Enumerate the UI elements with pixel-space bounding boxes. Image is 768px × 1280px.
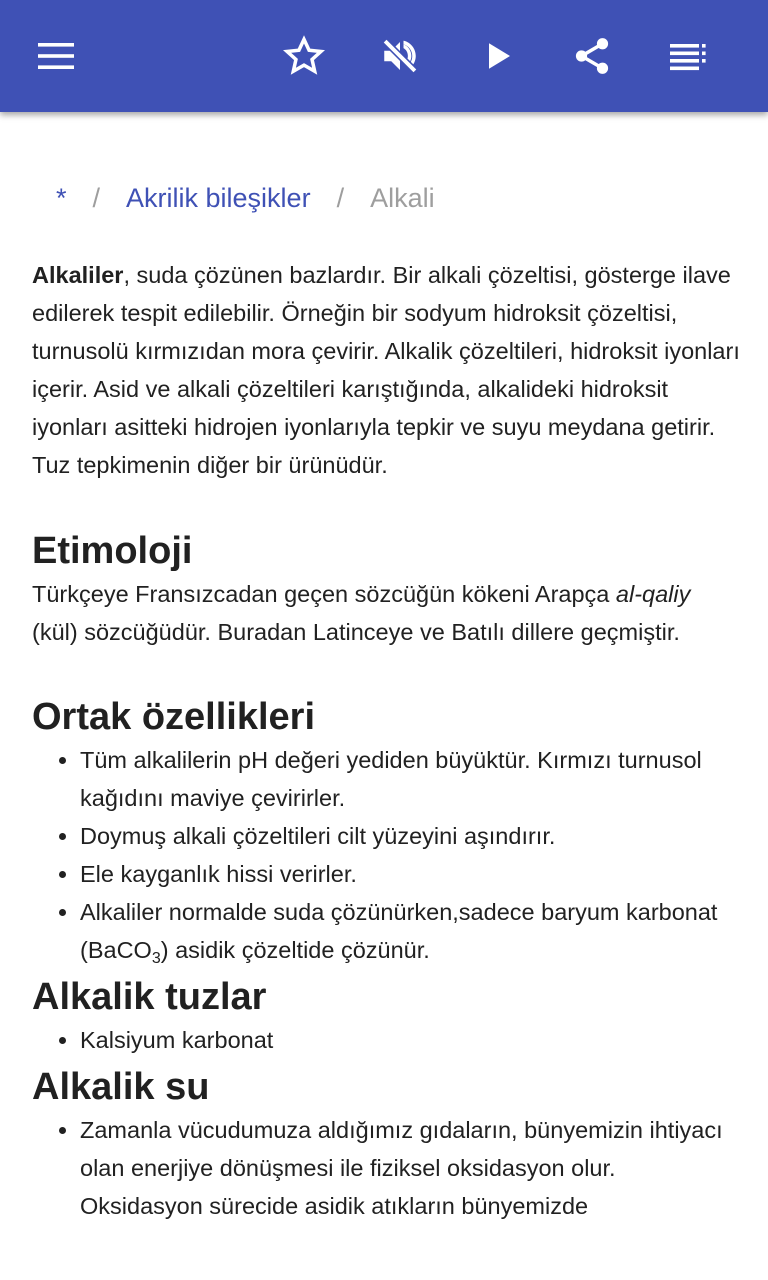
article-content [0, 112, 768, 1280]
app-toolbar [0, 0, 768, 112]
star-icon[interactable] [276, 28, 332, 84]
section-heading-salts: Alkalik tuzlar [32, 976, 267, 1018]
properties-list [32, 741, 740, 969]
list-item-text-before: Alkaliler normalde suda çözünürken,sadece baryum karbonat (BaCO [80, 899, 718, 963]
intro-paragraph [32, 256, 740, 484]
list-item: • Doymuş alkali çözeltileri cilt yüzeyini aşındırır. [80, 817, 740, 855]
salts-list [32, 1021, 740, 1059]
intro-bold-term: Alkaliler [32, 262, 124, 288]
list-item-text-after: ) asidik çözeltide çözünür. [160, 937, 430, 963]
play-icon[interactable] [470, 28, 526, 84]
water-list [32, 1111, 740, 1225]
list-item: • Tüm alkalilerin pH değeri yediden büyüktür. Kırmızı turnusol kağıdını maviye çevirirler. [80, 741, 740, 817]
section-heading-properties: Ortak özellikleri [32, 696, 316, 738]
playlist-icon[interactable] [660, 28, 716, 84]
etymology-paragraph [32, 575, 740, 651]
list-item: • Ele kayganlık hissi verirler. [80, 855, 740, 893]
etymology-italic-word: al-qaliy [615, 581, 691, 607]
breadcrumb-home[interactable]: * [56, 183, 67, 213]
breadcrumb [56, 182, 435, 214]
etymology-text-after: (kül) sözcüğüdür. Buradan Latinceye ve Batılı dillere geçmiştir. [32, 619, 680, 645]
etymology-text-before: Türkçeye Fransızcadan geçen sözcüğün kökeni Arapça [32, 581, 616, 607]
volume-off-icon[interactable] [372, 28, 428, 84]
intro-text: , suda çözünen bazlardır. Bir alkali çözeltisi, gösterge ilave edilerek tespit edilebilir. Örneğin bir sodyum hidroksit çözeltisi, turnusolü kırmızıdan mora çevirir. Alkalik çözeltileri, hidroksit iyonları içerir. Asid ve alkali çözeltileri karıştığında, alkalideki hidroksit iyonları asitteki hidrojen iyonlarıyla tepkir ve suyu meydana getirir. Tuz tepkimenin diğer bir ürünüdür. [32, 262, 740, 478]
breadcrumb-current: Alkali [370, 183, 435, 213]
breadcrumb-parent[interactable]: Akrilik bileşikler [126, 183, 311, 213]
list-item: • Zamanla vücudumuza aldığımız gıdaların, bünyemizin ihtiyacı olan enerjiye dönüşmesi ile fiziksel oksidasyon olur. Oksidasyon sürecide asidik atıkların bünyemizde [80, 1111, 740, 1225]
subscript: 3 [151, 950, 161, 967]
section-heading-water: Alkalik su [32, 1066, 210, 1108]
share-icon[interactable] [564, 28, 620, 84]
list-item [80, 893, 740, 969]
menu-icon[interactable] [28, 28, 84, 84]
breadcrumb-separator: / [336, 183, 345, 213]
section-heading-etymology: Etimoloji [32, 530, 193, 572]
breadcrumb-separator: / [92, 183, 101, 213]
list-item: • Kalsiyum karbonat [80, 1021, 740, 1059]
article-body [32, 256, 740, 1225]
